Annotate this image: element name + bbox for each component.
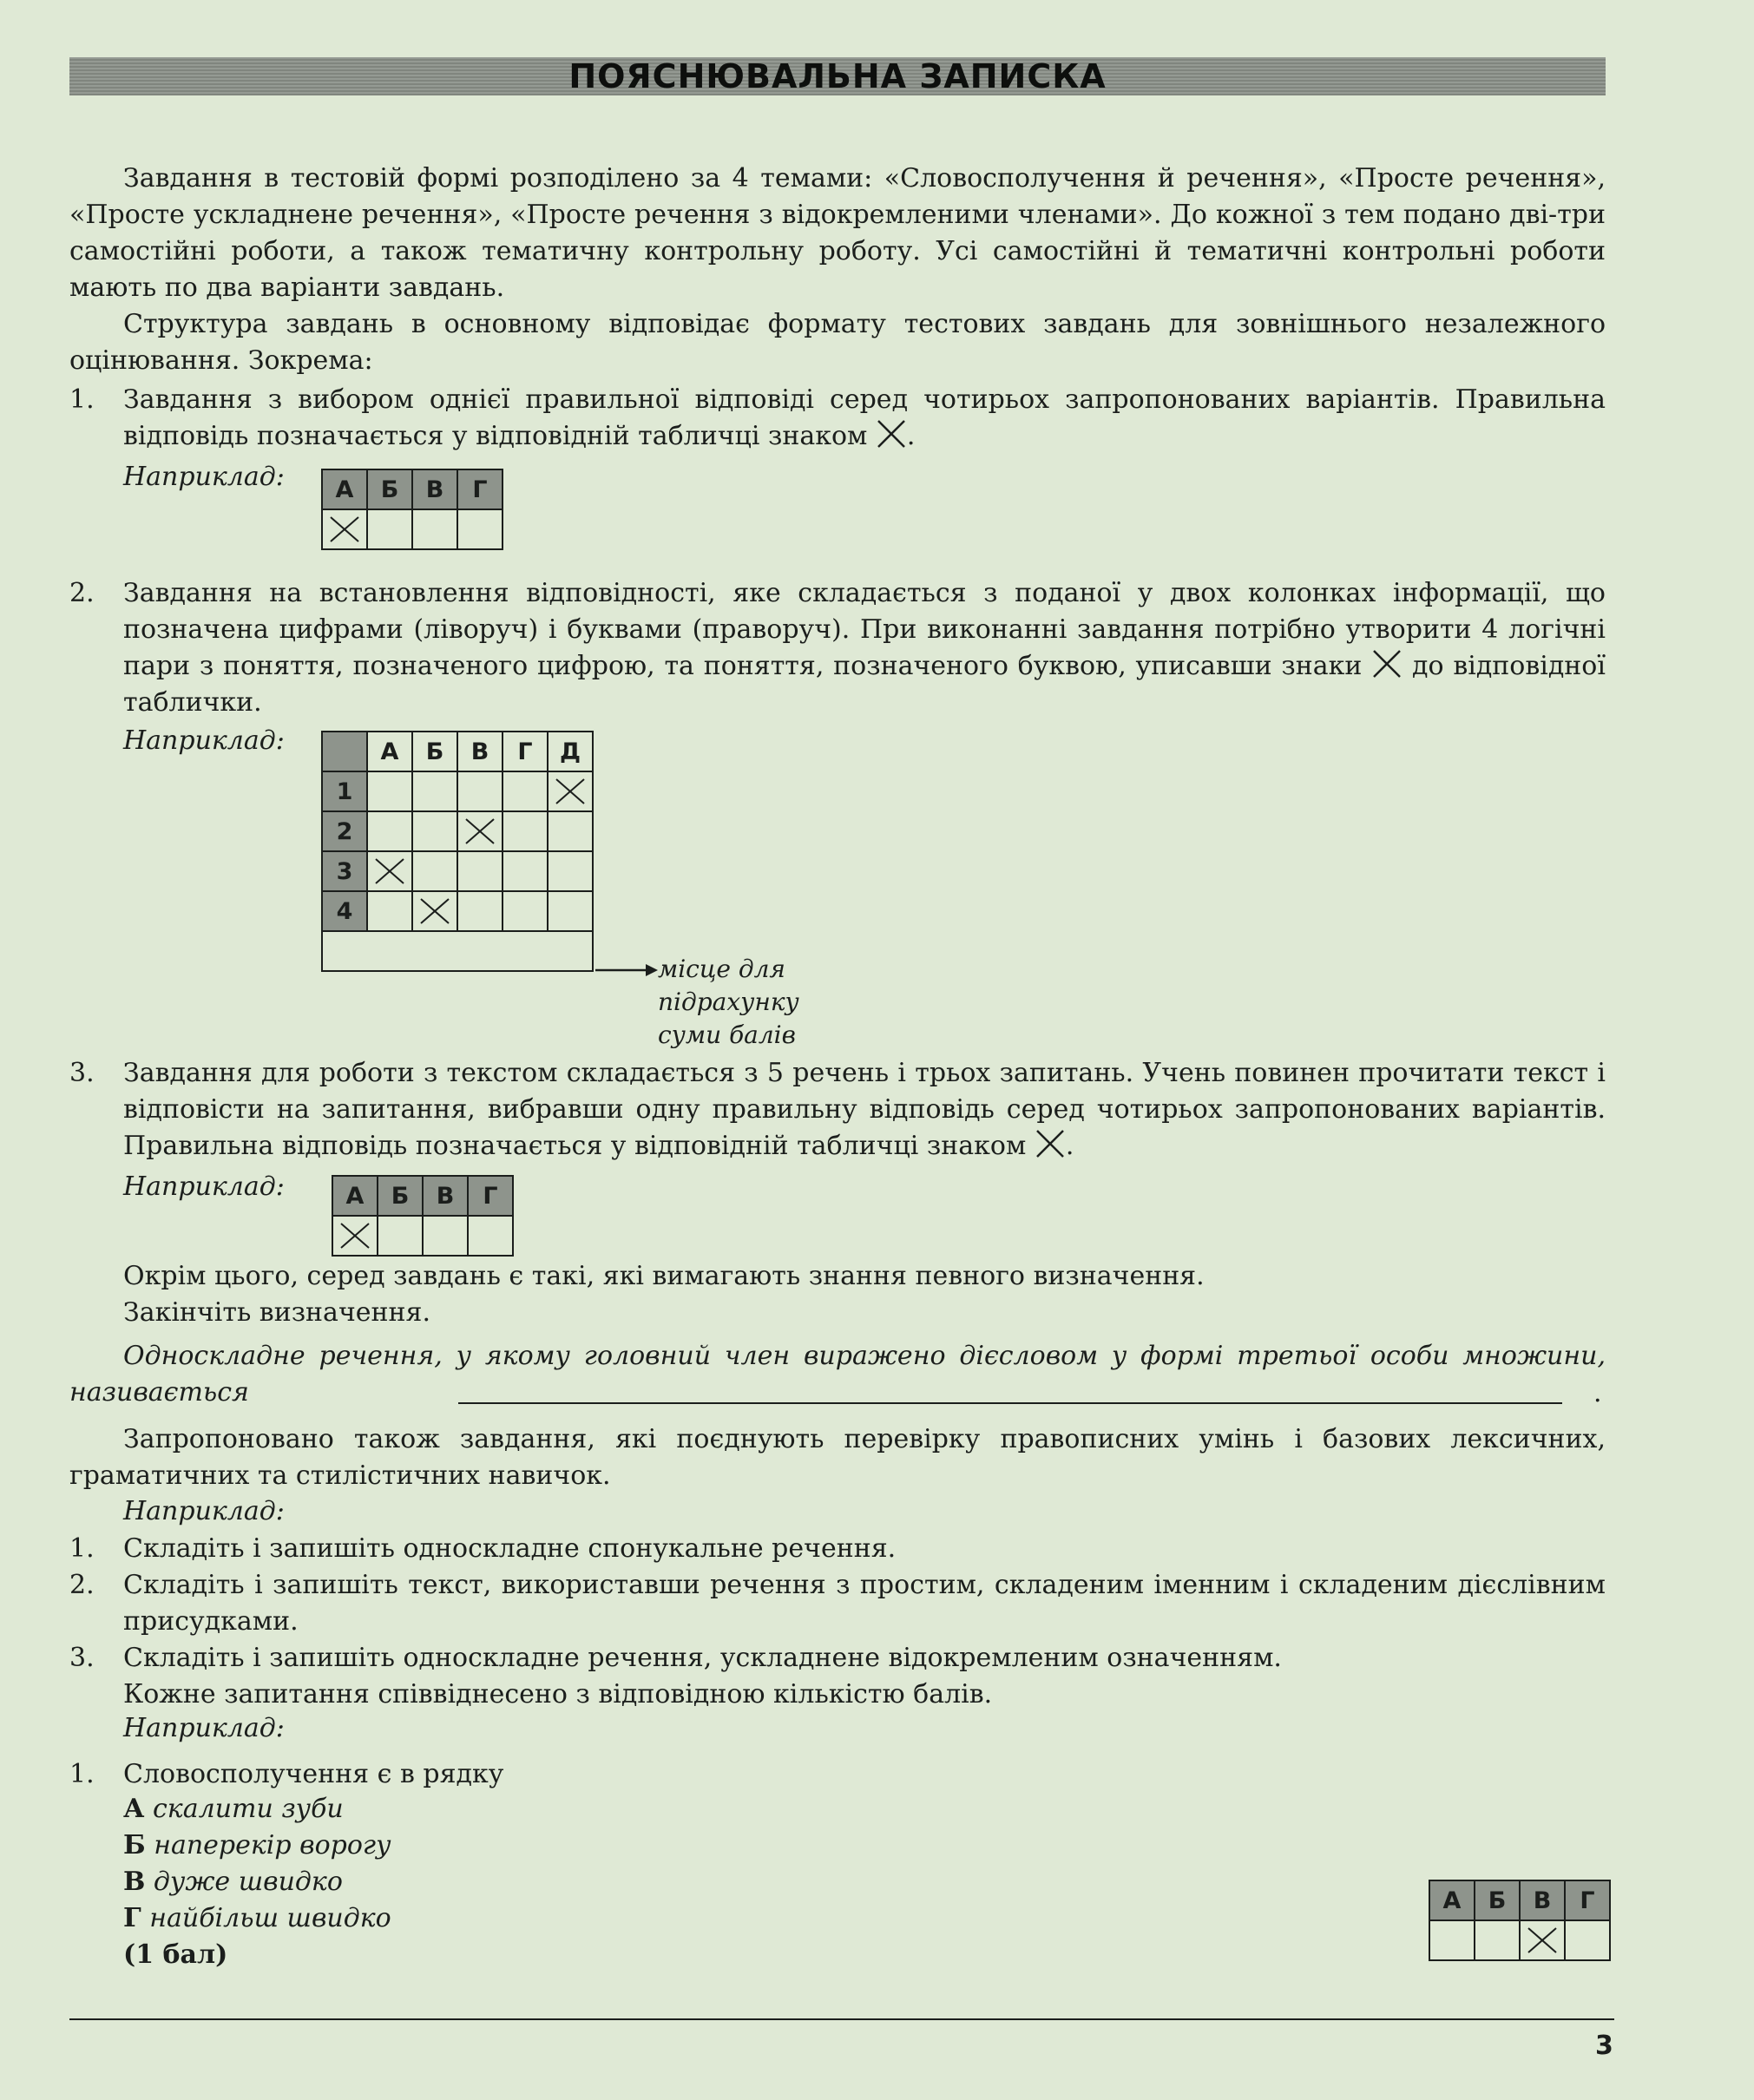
matching-grid xyxy=(321,731,594,972)
page: ПОЯСНЮВАЛЬНА ЗАПИСКА Завдання в тестовій формі розподілено за 4 темами: «Словосполучення й речення», «Просте речення», «Просте ускладнене речення», «Просте речення з відокремленими членами». До кожної з тем подано дві-три самостійні роботи, а також тематичну контрольну роботу. Усі самостійні й тематичні контрольні роботи мають по два варіанти завдань. Структура завдань в основному відповідає формату тестових завдань для зовнішнього незалежного оцінювання. Зокрема: 1. Завдання з вибором однієї правильної відповіді серед чотирьох запропонованих варіантів. Правильна відповідь позначається у відповідній табличці знаком . Наприклад: А Б В Г 2. Завдання на встановлення відповідності, яке складається з поданої у двох колонках інформації, що позначена цифрами (ліворуч) і буквами (праворуч). При виконанні завдання потрібно утворити 4 логічні пари з поняття, позначеного цифрою, та поняття, позначеного буквою, уписавши знаки до відповідної таблички. Наприклад: А Б В Г Д 1 2 3 4 місце для підрахунку суми балів 3. Завдання для роботи з текстом складається з 5 речень і трьох запитань. Учень повинен прочитати текст і відповісти на запитання, вибравши одну правильну відповідь серед чотирьох запропонованих варіантів. Правильна відповідь позначається у відповідній табличці знаком . Наприклад: А Б В Г Окрім цього, серед завдань є такі, які вимагають знання певного визначення. Закінчіть визначення. Односкладне речення, у якому головний член виражено дієсловом у формі третьої особи множини, називається . Запропоновано також завдання, які поєднують перевірку правописних умінь і базових лексичних, граматичних та стилістичних навичок. Наприклад: 1. Складіть і запишіть односкладне спонукальне речення. 2. Складіть і запишіть текст, використавши речення з простим, складеним іменним і складеним дієслівним присудками. 3. Складіть і запишіть односкладне речення, ускладнене відокремленим означенням. Кожне запитання співвіднесено з відповідною кількістю балів. Наприклад: 1. Словосполучення є в рядку А скалити зуби Б наперекір ворогу В дуже швидко Г найбільш швидко (1 бал) А Б В Г 3 xyxy=(69,57,1613,2061)
cross-mark-icon xyxy=(327,515,362,544)
answer-cell[interactable] xyxy=(468,1216,513,1256)
answer-cell[interactable] xyxy=(457,851,503,891)
definition-text: Односкладне речення, у якому головний член виражено дієсловом у формі третьої особи множини, називається xyxy=(69,1341,1606,1408)
item-text: Завдання на встановлення відповідності, яке складається з поданої у двох колонках інформації, що позначена цифрами (ліворуч) і буквами (праворуч). При виконанні завдання потрібно утворити 4 логічні пари з поняття, позначеного цифрою, та поняття, позначеного буквою, уписавши знаки xyxy=(123,578,1606,681)
row-header: 4 xyxy=(322,891,367,931)
column-header: Б xyxy=(1475,1880,1520,1920)
answer-cell[interactable] xyxy=(412,509,457,549)
column-header: Г xyxy=(457,469,503,509)
answer-grid-abcd xyxy=(332,1175,514,1257)
item-number: 1. xyxy=(69,384,95,415)
section-title: ПОЯСНЮВАЛЬНА ЗАПИСКА xyxy=(568,57,1107,95)
column-header: Г xyxy=(468,1176,513,1216)
page-number: 3 xyxy=(1595,2031,1613,2061)
points-value: (1 бал) xyxy=(123,1939,228,1970)
row-header: 2 xyxy=(322,811,367,851)
answer-cell[interactable] xyxy=(503,771,548,811)
intro-paragraph-2: Структура завдань в основному відповідає формату тестових завдань для зовнішнього незалежного оцінювання. Зокрема: xyxy=(69,309,1606,376)
answer-cell[interactable] xyxy=(548,771,593,811)
column-header: В xyxy=(457,732,503,771)
row-header: 1 xyxy=(322,771,367,811)
answer-cell[interactable] xyxy=(423,1216,468,1256)
answer-cell[interactable] xyxy=(1429,1920,1475,1960)
answer-cell[interactable] xyxy=(412,851,457,891)
example-label: Наприклад: xyxy=(123,1496,285,1526)
column-header: А xyxy=(367,732,412,771)
column-header: В xyxy=(412,469,457,509)
column-header: Б xyxy=(412,732,457,771)
answer-cell[interactable] xyxy=(548,891,593,931)
option-g: Г найбільш швидко xyxy=(123,1903,391,1933)
answer-cell[interactable] xyxy=(367,811,412,851)
answer-blank-line[interactable] xyxy=(458,1402,1562,1404)
score-note: місце для підрахунку суми балів xyxy=(658,955,799,1049)
definition-instruction: Закінчіть визначення. xyxy=(123,1297,430,1328)
option-a: А скалити зуби xyxy=(123,1794,344,1824)
column-header: Б xyxy=(378,1176,423,1216)
cross-mark-icon xyxy=(372,856,407,886)
definition-intro: Окрім цього, серед завдань є такі, які вимагають знання певного визначення. xyxy=(123,1261,1205,1291)
answer-cell[interactable] xyxy=(322,509,367,549)
option-v: В дуже швидко xyxy=(123,1867,343,1897)
answer-cell[interactable] xyxy=(412,891,457,931)
arrow-right-icon xyxy=(595,961,660,979)
answer-cell[interactable] xyxy=(412,771,457,811)
section-header xyxy=(69,57,1606,95)
column-header: Г xyxy=(503,732,548,771)
answer-cell[interactable] xyxy=(457,509,503,549)
column-header: В xyxy=(423,1176,468,1216)
answer-cell[interactable] xyxy=(503,891,548,931)
column-header: Д xyxy=(548,732,593,771)
column-header: А xyxy=(1429,1880,1475,1920)
example-label: Наприклад: xyxy=(123,1713,285,1743)
example-label: Наприклад: xyxy=(123,462,285,492)
row-header: 3 xyxy=(322,851,367,891)
answer-cell[interactable] xyxy=(457,771,503,811)
item-number: 2. xyxy=(69,578,95,608)
answer-cell[interactable] xyxy=(1565,1920,1610,1960)
answer-cell[interactable] xyxy=(367,851,412,891)
cross-mark-icon xyxy=(338,1221,372,1250)
column-header: Г xyxy=(1565,1880,1610,1920)
answer-cell[interactable] xyxy=(367,891,412,931)
answer-cell[interactable] xyxy=(503,811,548,851)
intro-paragraph-1: Завдання в тестовій формі розподілено за 4 темами: «Словосполучення й речення», «Просте речення», «Просте ускладнене речення», «Просте речення з відокремленими членами». До кожної з тем подано дві-три самостійні роботи, а також тематичну контрольну роботу. Усі самостійні й тематичні контрольні роботи мають по два варіанти завдань. xyxy=(69,163,1606,303)
cross-mark-icon xyxy=(1035,1128,1066,1159)
answer-cell[interactable] xyxy=(503,851,548,891)
cross-mark-icon xyxy=(553,777,588,806)
answer-cell[interactable] xyxy=(367,509,412,549)
answer-cell[interactable] xyxy=(457,811,503,851)
answer-cell[interactable] xyxy=(367,771,412,811)
answer-cell[interactable] xyxy=(378,1216,423,1256)
sample-answer-grid xyxy=(1429,1880,1611,1961)
answer-cell[interactable] xyxy=(332,1216,378,1256)
column-header: А xyxy=(322,469,367,509)
answer-cell[interactable] xyxy=(412,811,457,851)
item-number: 3. xyxy=(69,1058,95,1088)
cross-mark-icon xyxy=(1525,1926,1560,1955)
column-header: В xyxy=(1520,1880,1565,1920)
definition-end: . xyxy=(1593,1378,1602,1408)
answer-cell[interactable] xyxy=(457,891,503,931)
column-header: А xyxy=(332,1176,378,1216)
option-b: Б наперекір ворогу xyxy=(123,1830,391,1860)
example-label: Наприклад: xyxy=(123,725,285,756)
answer-grid-abcd xyxy=(321,469,503,550)
corner-cell xyxy=(322,732,367,771)
footer-rule xyxy=(69,2018,1614,2020)
answer-cell[interactable] xyxy=(548,811,593,851)
item-text-tail: до відповідної таблички. xyxy=(123,651,1606,718)
cross-mark-icon xyxy=(463,817,497,846)
cross-mark-icon xyxy=(876,418,907,450)
answer-cell[interactable] xyxy=(1475,1920,1520,1960)
skills-paragraph: Запропоновано також завдання, які поєднують перевірку правописних умінь і базових лексичних, граматичних та стилістичних навичок. xyxy=(69,1424,1606,1491)
answer-cell[interactable] xyxy=(548,851,593,891)
answer-cell[interactable] xyxy=(1520,1920,1565,1960)
item-text: Завдання з вибором однієї правильної відповіді серед чотирьох запропонованих варіантів. Правильна відповідь позначається у відповідній табличці знаком xyxy=(123,384,1606,451)
item-text: Завдання для роботи з текстом складається з 5 речень і трьох запитань. Учень повинен прочитати текст і відповісти на запитання, вибравши одну правильну відповідь серед чотирьох запропонованих варіантів. Правильна відповідь позначається у відповідній табличці знаком xyxy=(123,1058,1606,1161)
example-label: Наприклад: xyxy=(123,1171,285,1202)
column-header: Б xyxy=(367,469,412,509)
cross-mark-icon xyxy=(1371,648,1403,679)
score-total-cell[interactable] xyxy=(322,931,593,971)
points-note: Кожне запитання співвіднесено з відповідною кількістю балів. xyxy=(123,1679,993,1710)
cross-mark-icon xyxy=(417,896,452,926)
